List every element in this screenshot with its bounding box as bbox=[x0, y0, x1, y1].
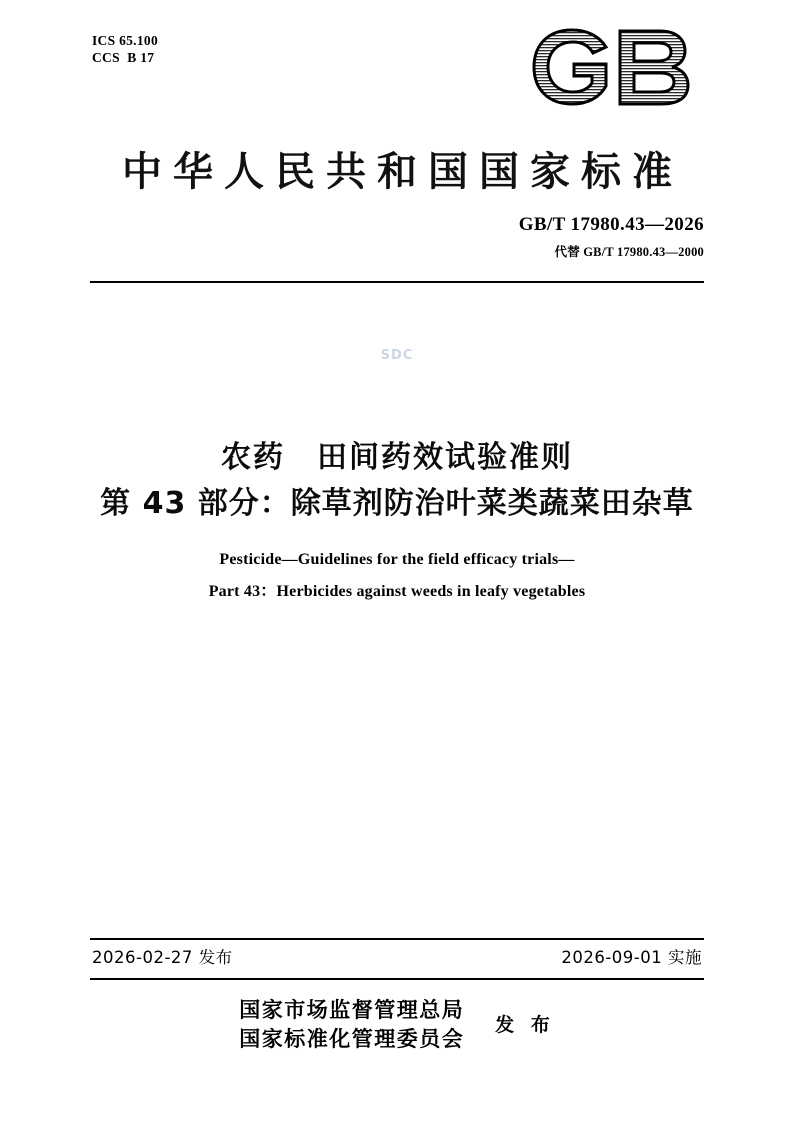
issuing-authorities bbox=[0, 996, 794, 1054]
title-chinese-line1: 农药 田间药效试验准则 bbox=[221, 440, 573, 475]
footer-divider-bottom bbox=[90, 978, 704, 980]
classification-codes bbox=[92, 32, 158, 66]
issuers-inner bbox=[239, 996, 554, 1054]
footer-divider-top bbox=[90, 938, 704, 940]
issue-date: 2026-02-27 发布 bbox=[92, 948, 233, 967]
header-divider bbox=[90, 281, 704, 283]
effective-date: 2026-09-01 实施 bbox=[561, 948, 702, 967]
watermark-text: SDC bbox=[380, 348, 414, 363]
ics-code: ICS 65.100 bbox=[92, 33, 159, 48]
title-english-line1: Pesticide—Guidelines for the field efficacy trials— bbox=[219, 551, 575, 568]
issuer-names bbox=[239, 996, 464, 1054]
publish-word: 发 布 bbox=[495, 1013, 555, 1036]
title-english-line2: Part 43：Herbicides against weeds in leafy vegetables bbox=[208, 583, 586, 600]
standard-replaces: 代替 GB/T 17980.43—2000 bbox=[554, 245, 704, 259]
issuer-line-2: 国家标准化管理委员会 bbox=[239, 1027, 465, 1051]
national-standard-heading: 中华人民共和国国家标准 bbox=[122, 149, 683, 195]
standard-number: GB/T 17980.43—2026 bbox=[518, 214, 704, 235]
title-chinese-line2: 第 43 部分：除草剂防治叶菜类蔬菜田杂草 bbox=[100, 486, 694, 521]
gb-emblem-icon bbox=[528, 26, 706, 108]
issuer-line-1: 国家市场监督管理总局 bbox=[239, 998, 465, 1022]
ccs-code: CCS B 17 bbox=[92, 50, 155, 65]
